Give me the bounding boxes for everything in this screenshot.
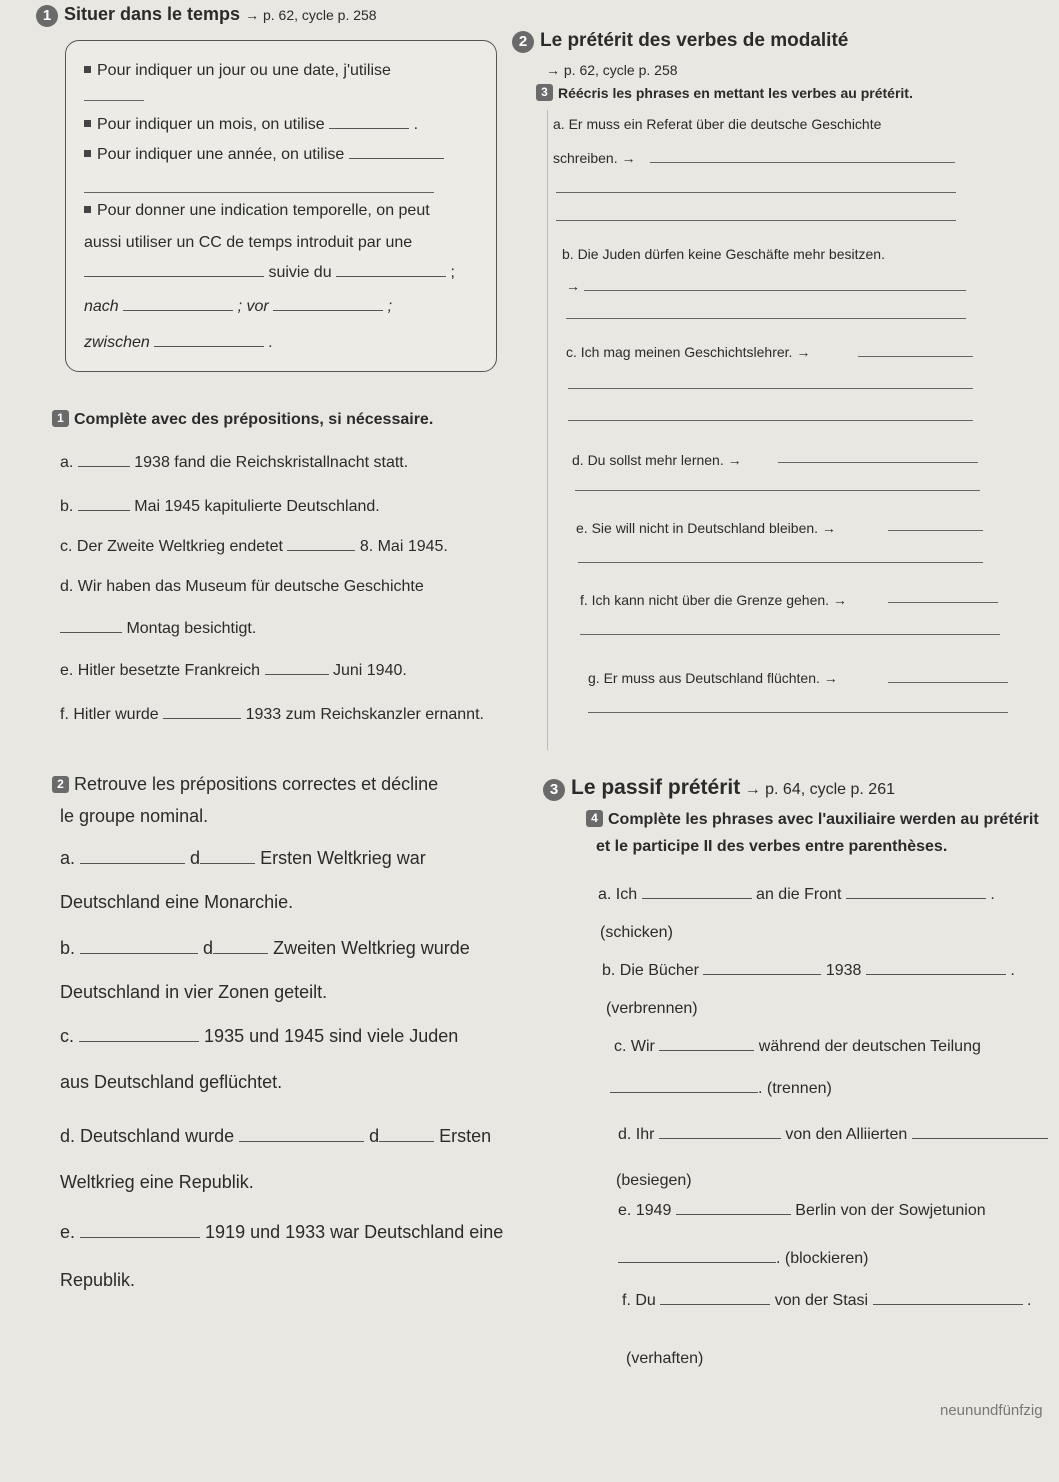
- ex4-c-line1: c. Wir während der deutschen Teilung: [614, 1038, 981, 1055]
- ex1-a: a. 1938 fand die Reichskristallnacht statt.: [60, 454, 409, 471]
- ex4-f-line2: (verhaften): [626, 1350, 704, 1367]
- ex2-c-line1: c. 1935 und 1945 sind viele Juden: [60, 1026, 459, 1046]
- s1-bullet-3: Pour indiquer une année, on utilise: [84, 144, 444, 164]
- ex3-d: d. Du sollst mehr lernen. →: [572, 452, 742, 468]
- ex1-instruction: 1 Complète avec des prépositions, si nécessaire.: [52, 410, 433, 429]
- ex2-b-line2: Deutschland in vier Zonen geteilt.: [60, 982, 328, 1002]
- ex1-d-line2: Montag besichtigt.: [60, 618, 256, 638]
- ex2-d-line1: d. Deutschland wurde d Ersten: [60, 1126, 492, 1146]
- bullet-icon: [84, 206, 91, 213]
- ex2-instruction-1: 2 Retrouve les prépositions correctes et décline: [52, 774, 438, 795]
- ex2-b-line1: b. d Zweiten Weltkrieg wurde: [60, 938, 470, 958]
- ex4-d-line2: (besiegen): [616, 1172, 692, 1189]
- bullet-icon: [84, 150, 91, 157]
- ex3-b: b. Die Juden dürfen keine Geschäfte mehr besitzen.: [562, 246, 885, 262]
- ex3-b-arrow: →: [566, 278, 580, 294]
- ex1-f: f. Hitler wurde 1933 zum Reichskanzler ernannt.: [60, 706, 484, 723]
- ex4-c-line2: . (trennen): [610, 1078, 832, 1098]
- ex4-f-line1: f. Du von der Stasi .: [622, 1292, 1032, 1309]
- s1-suivie-line: suivie du ;: [84, 262, 455, 282]
- ex1-c: c. Der Zweite Weltkrieg endetet 8. Mai 1945.: [60, 538, 448, 555]
- ex3-a-line1: a. Er muss ein Referat über die deutsche Geschichte: [553, 116, 882, 132]
- ex4-b-line2: (verbrennen): [606, 1000, 698, 1017]
- ex4-a-line1: a. Ich an die Front .: [598, 886, 995, 903]
- ex2-e-line2: Republik.: [60, 1270, 136, 1290]
- section-3-title: 3 Le passif prétérit → p. 64, cycle p. 261: [543, 776, 895, 801]
- s1-bullet-1: Pour indiquer un jour ou une date, j'utilise: [84, 62, 391, 80]
- bullet-icon: [84, 66, 91, 73]
- ex3-c: c. Ich mag meinen Geschichtslehrer. →: [566, 344, 811, 360]
- ex3-a-line2: schreiben. →: [553, 150, 636, 166]
- ex4-instruction-1: 4 Complète les phrases avec l'auxiliaire werden au prétérit: [586, 810, 1039, 829]
- ex2-a-line1: a. d Ersten Weltkrieg war: [60, 848, 426, 868]
- section-2-title: 2 Le prétérit des verbes de modalité: [512, 30, 848, 53]
- ex3-g: g. Er muss aus Deutschland flüchten. →: [588, 670, 838, 686]
- section-1-number: 1: [36, 5, 58, 27]
- section-1-title: 1 Situer dans le temps → p. 62, cycle p. 258: [36, 4, 377, 27]
- ex3-e: e. Sie will nicht in Deutschland bleiben. →: [576, 520, 836, 536]
- ex4-instruction-2: et le participe II des verbes entre parenthèses.: [596, 838, 948, 855]
- ex1-e: e. Hitler besetzte Frankreich Juni 1940.: [60, 662, 407, 679]
- ex2-e-line1: e. 1919 und 1933 war Deutschland eine: [60, 1222, 504, 1242]
- ex2-a-line2: Deutschland eine Monarchie.: [60, 892, 294, 912]
- s1-nach-line: nach ; vor ;: [84, 298, 393, 315]
- section-2-ref: → p. 62, cycle p. 258: [546, 62, 678, 78]
- ex1-b: b. Mai 1945 kapitulierte Deutschland.: [60, 498, 380, 515]
- section-2-number: 2: [512, 31, 534, 53]
- ex3-instruction: 3 Réécris les phrases en mettant les verbes au prétérit.: [536, 84, 913, 101]
- ex2-d-line2: Weltkrieg eine Republik.: [60, 1172, 254, 1192]
- bullet-icon: [84, 120, 91, 127]
- column-divider: [547, 110, 548, 750]
- ex4-a-line2: (schicken): [600, 924, 673, 941]
- ex4-e-line1: e. 1949 Berlin von der Sowjetunion: [618, 1202, 986, 1219]
- section-3-number: 3: [543, 779, 565, 801]
- s1-bullet-2: Pour indiquer un mois, on utilise .: [84, 114, 418, 134]
- ex1-d-line1: d. Wir haben das Museum für deutsche Geschichte: [60, 578, 424, 595]
- ex2-c-line2: aus Deutschland geflüchtet.: [60, 1072, 283, 1092]
- ex4-b-line1: b. Die Bücher 1938 .: [602, 962, 1015, 979]
- s1-bullet-4-line2: aussi utiliser un CC de temps introduit par une: [84, 234, 413, 251]
- s1-zwischen-line: zwischen .: [84, 334, 274, 351]
- page-number: neunundfünfzig: [940, 1402, 1043, 1419]
- ex4-e-line2: . (blockieren): [618, 1248, 868, 1268]
- ex4-d-line1: d. Ihr von den Alliierten: [618, 1124, 1048, 1144]
- ex3-f: f. Ich kann nicht über die Grenze gehen. →: [580, 592, 847, 608]
- ex2-instruction-2: le groupe nominal.: [60, 806, 209, 826]
- s1-bullet-4: Pour donner une indication temporelle, on peut: [84, 202, 430, 220]
